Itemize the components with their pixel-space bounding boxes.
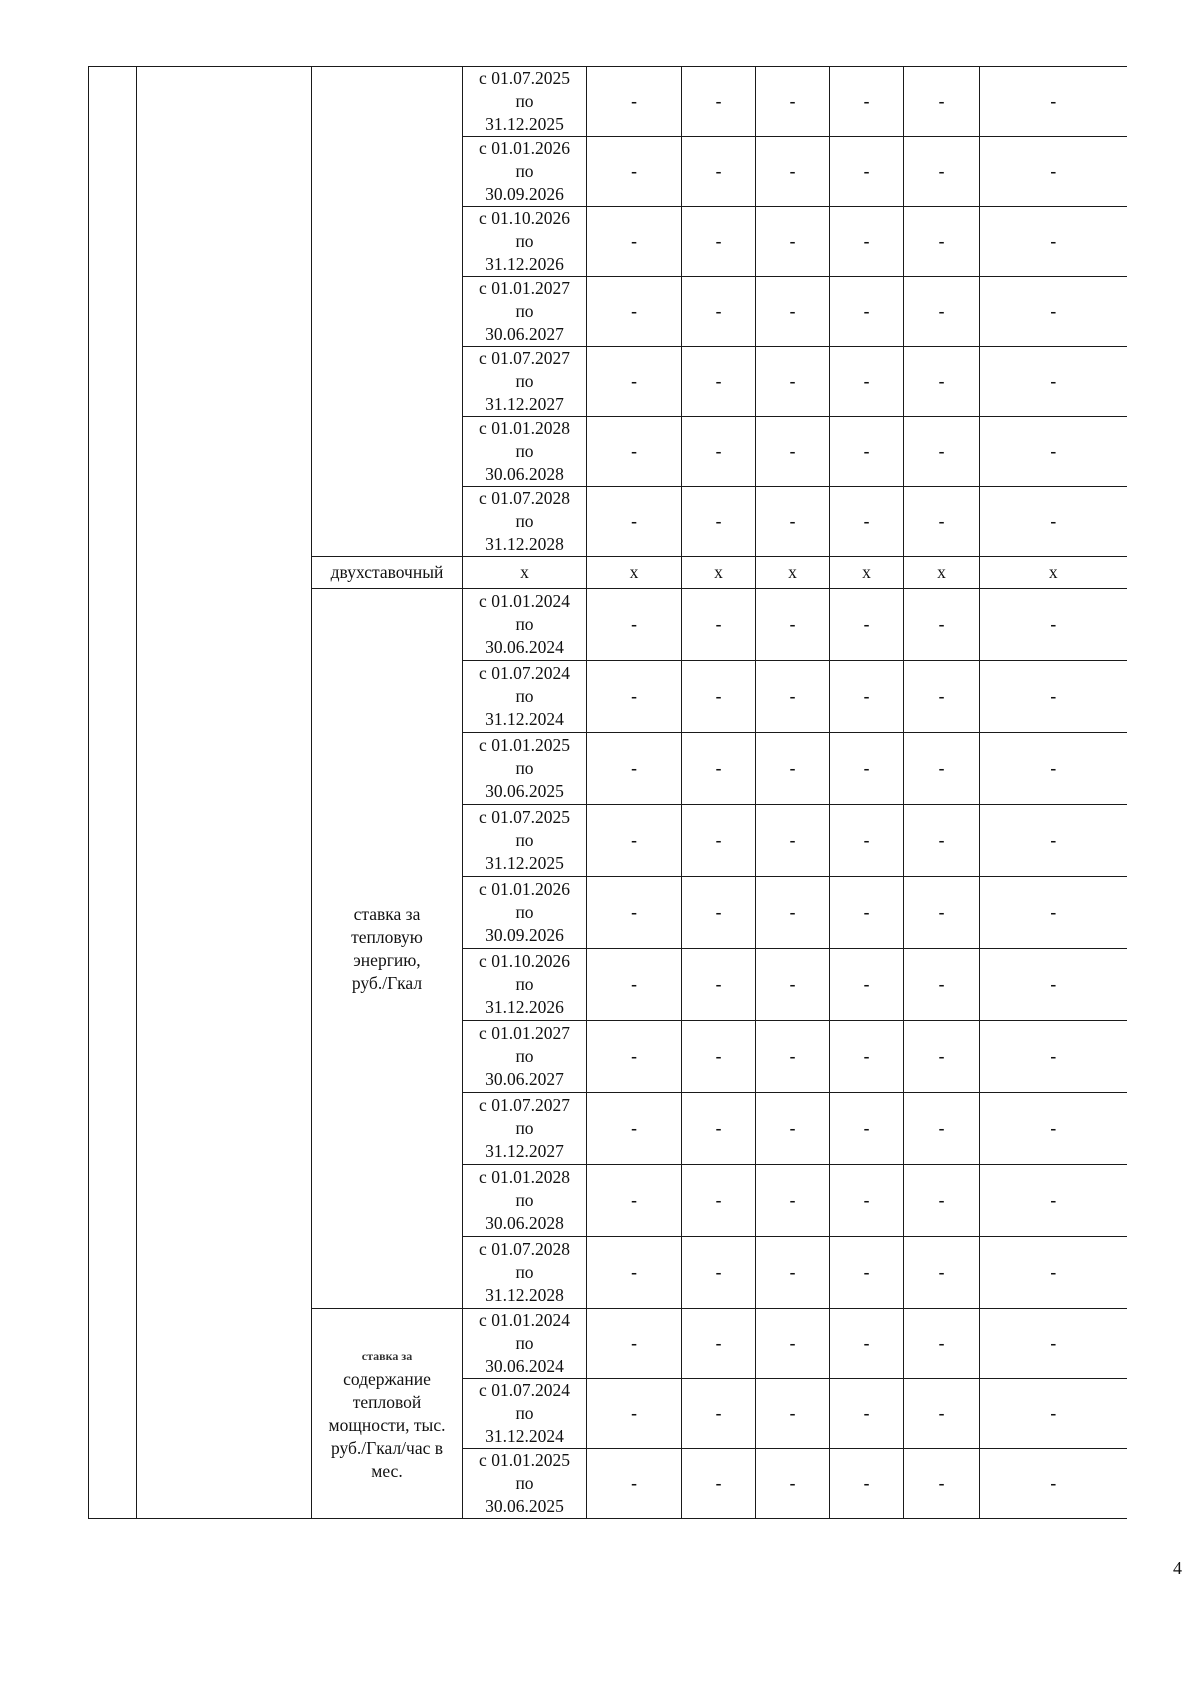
period-cell xyxy=(463,487,587,557)
value-cell: - xyxy=(587,1165,682,1237)
period-end: 30.06.2025 xyxy=(485,1496,564,1516)
period-start: с 01.01.2026 xyxy=(479,138,570,158)
value-cell: - xyxy=(587,1237,682,1309)
value-cell: - xyxy=(587,1093,682,1165)
period-end: 30.06.2025 xyxy=(485,781,564,801)
value-cell: - xyxy=(756,1021,830,1093)
period-separator: по xyxy=(515,1190,534,1210)
period-separator: по xyxy=(515,830,534,850)
value-cell: - xyxy=(682,661,756,733)
value-cell: - xyxy=(587,1309,682,1379)
period-cell xyxy=(463,1449,587,1519)
period-end: 31.12.2028 xyxy=(485,534,564,554)
tariff-type-mark: x xyxy=(904,557,980,589)
period-cell xyxy=(463,277,587,347)
value-cell: - xyxy=(587,661,682,733)
period-cell xyxy=(463,1309,587,1379)
value-cell: - xyxy=(830,589,904,661)
period-end: 30.09.2026 xyxy=(485,184,564,204)
period-separator: по xyxy=(515,758,534,778)
period-start: с 01.01.2028 xyxy=(479,1167,570,1187)
energy-rate-label: ставка за тепловую энергию, руб./Гкал xyxy=(312,589,463,1309)
period-end: 31.12.2026 xyxy=(485,997,564,1017)
period-start: с 01.07.2024 xyxy=(479,1380,570,1400)
value-cell: - xyxy=(980,1309,1127,1379)
value-cell: - xyxy=(980,1237,1127,1309)
period-cell xyxy=(463,347,587,417)
value-cell: - xyxy=(830,487,904,557)
value-cell: - xyxy=(980,487,1127,557)
value-cell: - xyxy=(830,417,904,487)
value-cell: - xyxy=(587,417,682,487)
tariff-type-mark: x xyxy=(587,557,682,589)
value-cell: - xyxy=(830,137,904,207)
value-cell: - xyxy=(756,877,830,949)
period-start: с 01.07.2028 xyxy=(479,488,570,508)
value-cell: - xyxy=(682,417,756,487)
value-cell: - xyxy=(756,137,830,207)
value-cell: - xyxy=(830,1379,904,1449)
period-end: 30.06.2024 xyxy=(485,637,564,657)
tariff-type-mark: x xyxy=(980,557,1127,589)
capacity-rate-label-line: мес. xyxy=(371,1460,403,1481)
value-cell: - xyxy=(587,137,682,207)
value-cell: - xyxy=(904,805,980,877)
value-cell: - xyxy=(904,661,980,733)
period-end: 31.12.2028 xyxy=(485,1285,564,1305)
value-cell: - xyxy=(980,877,1127,949)
capacity-rate-label-faint: ставка за xyxy=(361,1348,413,1363)
value-cell: - xyxy=(904,417,980,487)
value-cell: - xyxy=(756,1093,830,1165)
value-cell: - xyxy=(904,949,980,1021)
value-cell: - xyxy=(682,137,756,207)
period-end: 30.06.2024 xyxy=(485,1356,564,1376)
value-cell: - xyxy=(756,1237,830,1309)
value-cell: - xyxy=(830,207,904,277)
period-end: 30.09.2026 xyxy=(485,925,564,945)
value-cell: - xyxy=(756,733,830,805)
value-cell: - xyxy=(830,877,904,949)
value-cell: - xyxy=(980,1449,1127,1519)
value-cell: - xyxy=(830,1237,904,1309)
value-cell: - xyxy=(587,949,682,1021)
period-start: с 01.07.2025 xyxy=(479,68,570,88)
value-cell: - xyxy=(830,277,904,347)
value-cell: - xyxy=(980,417,1127,487)
tariff-type-mark: x xyxy=(463,557,587,589)
value-cell: - xyxy=(980,805,1127,877)
capacity-rate-label-line: тепловой xyxy=(352,1391,422,1412)
value-cell: - xyxy=(980,1165,1127,1237)
period-start: с 01.01.2027 xyxy=(479,278,570,298)
period-separator: по xyxy=(515,614,534,634)
value-cell: - xyxy=(904,1379,980,1449)
period-separator: по xyxy=(515,1262,534,1282)
value-cell: - xyxy=(587,347,682,417)
period-end: 31.12.2024 xyxy=(485,1426,564,1446)
value-cell: - xyxy=(682,1237,756,1309)
value-cell: - xyxy=(904,137,980,207)
period-end: 30.06.2027 xyxy=(485,1069,564,1089)
value-cell: - xyxy=(756,805,830,877)
value-cell: - xyxy=(980,67,1127,137)
value-cell: - xyxy=(682,1379,756,1449)
value-cell: - xyxy=(756,949,830,1021)
value-cell: - xyxy=(904,277,980,347)
value-cell: - xyxy=(587,487,682,557)
period-start: с 01.01.2024 xyxy=(479,591,570,611)
value-cell: - xyxy=(830,67,904,137)
value-cell: - xyxy=(830,1165,904,1237)
period-separator: по xyxy=(515,1118,534,1138)
value-cell: - xyxy=(587,277,682,347)
value-cell: - xyxy=(980,1021,1127,1093)
period-cell xyxy=(463,589,587,661)
period-end: 30.06.2028 xyxy=(485,1213,564,1233)
value-cell: - xyxy=(682,733,756,805)
period-cell xyxy=(463,733,587,805)
period-separator: по xyxy=(515,686,534,706)
value-cell: - xyxy=(587,1379,682,1449)
value-cell: - xyxy=(682,1093,756,1165)
value-cell: - xyxy=(904,487,980,557)
table-row xyxy=(89,67,1127,137)
value-cell: - xyxy=(682,1309,756,1379)
period-cell xyxy=(463,949,587,1021)
value-cell: - xyxy=(682,949,756,1021)
period-start: с 01.01.2026 xyxy=(479,879,570,899)
period-end: 31.12.2027 xyxy=(485,394,564,414)
value-cell: - xyxy=(980,1093,1127,1165)
value-cell: - xyxy=(904,67,980,137)
value-cell: - xyxy=(904,1449,980,1519)
value-cell: - xyxy=(980,1379,1127,1449)
period-start: с 01.07.2027 xyxy=(479,348,570,368)
value-cell: - xyxy=(682,277,756,347)
capacity-rate-label xyxy=(312,1309,463,1519)
value-cell: - xyxy=(904,733,980,805)
value-cell: - xyxy=(980,207,1127,277)
indicator-cell xyxy=(312,67,463,557)
value-cell: - xyxy=(904,589,980,661)
value-cell: - xyxy=(830,1449,904,1519)
organization-cell xyxy=(137,67,312,1519)
period-separator: по xyxy=(515,1403,534,1423)
period-end: 30.06.2028 xyxy=(485,464,564,484)
period-separator: по xyxy=(515,161,534,181)
value-cell: - xyxy=(904,207,980,277)
period-separator: по xyxy=(515,902,534,922)
period-start: с 01.01.2025 xyxy=(479,1450,570,1470)
value-cell: - xyxy=(756,347,830,417)
period-separator: по xyxy=(515,1473,534,1493)
row-number-cell xyxy=(89,67,137,1519)
period-cell xyxy=(463,1237,587,1309)
value-cell: - xyxy=(682,347,756,417)
value-cell: - xyxy=(830,733,904,805)
period-end: 31.12.2025 xyxy=(485,114,564,134)
period-separator: по xyxy=(515,1046,534,1066)
value-cell: - xyxy=(830,661,904,733)
period-cell xyxy=(463,805,587,877)
period-start: с 01.07.2024 xyxy=(479,663,570,683)
value-cell: - xyxy=(682,487,756,557)
value-cell: - xyxy=(980,347,1127,417)
value-cell: - xyxy=(980,137,1127,207)
value-cell: - xyxy=(587,877,682,949)
value-cell: - xyxy=(682,877,756,949)
period-separator: по xyxy=(515,511,534,531)
value-cell: - xyxy=(830,1309,904,1379)
value-cell: - xyxy=(904,1021,980,1093)
value-cell: - xyxy=(904,347,980,417)
page-number: 4 xyxy=(1173,1558,1182,1578)
value-cell: - xyxy=(980,949,1127,1021)
period-separator: по xyxy=(515,231,534,251)
tariff-type-label: двухставочный xyxy=(312,557,463,589)
period-end: 31.12.2027 xyxy=(485,1141,564,1161)
period-cell xyxy=(463,1379,587,1449)
value-cell: - xyxy=(587,1021,682,1093)
value-cell: - xyxy=(682,805,756,877)
tariff-type-mark: x xyxy=(682,557,756,589)
capacity-rate-label-line: содержание xyxy=(343,1368,431,1389)
tariff-table xyxy=(88,66,1127,1519)
period-cell xyxy=(463,207,587,277)
period-end: 31.12.2025 xyxy=(485,853,564,873)
period-separator: по xyxy=(515,974,534,994)
value-cell: - xyxy=(587,207,682,277)
value-cell: - xyxy=(682,67,756,137)
value-cell: - xyxy=(682,207,756,277)
value-cell: - xyxy=(756,1165,830,1237)
value-cell: - xyxy=(756,487,830,557)
period-separator: по xyxy=(515,371,534,391)
value-cell: - xyxy=(587,67,682,137)
value-cell: - xyxy=(980,661,1127,733)
period-start: с 01.01.2025 xyxy=(479,735,570,755)
period-start: с 01.07.2028 xyxy=(479,1239,570,1259)
period-start: с 01.01.2024 xyxy=(479,1310,570,1330)
period-separator: по xyxy=(515,301,534,321)
period-cell xyxy=(463,661,587,733)
period-separator: по xyxy=(515,441,534,461)
period-cell xyxy=(463,417,587,487)
tariff-type-mark: x xyxy=(756,557,830,589)
capacity-rate-label-line: руб./Гкал/час в xyxy=(330,1437,444,1458)
period-start: с 01.10.2026 xyxy=(479,951,570,971)
value-cell: - xyxy=(830,1021,904,1093)
value-cell: - xyxy=(587,589,682,661)
value-cell: - xyxy=(756,417,830,487)
value-cell: - xyxy=(756,1449,830,1519)
value-cell: - xyxy=(830,347,904,417)
value-cell: - xyxy=(756,67,830,137)
period-end: 31.12.2026 xyxy=(485,254,564,274)
value-cell: - xyxy=(756,1379,830,1449)
value-cell: - xyxy=(756,589,830,661)
period-cell xyxy=(463,1093,587,1165)
value-cell: - xyxy=(904,1309,980,1379)
value-cell: - xyxy=(756,207,830,277)
value-cell: - xyxy=(682,589,756,661)
value-cell: - xyxy=(682,1165,756,1237)
value-cell: - xyxy=(756,277,830,347)
value-cell: - xyxy=(904,877,980,949)
period-cell xyxy=(463,137,587,207)
tariff-type-mark: x xyxy=(830,557,904,589)
value-cell: - xyxy=(587,805,682,877)
period-cell xyxy=(463,67,587,137)
value-cell: - xyxy=(830,949,904,1021)
capacity-rate-label-line: мощности, тыс. xyxy=(328,1414,446,1435)
value-cell: - xyxy=(682,1021,756,1093)
period-cell xyxy=(463,1021,587,1093)
period-cell xyxy=(463,877,587,949)
period-separator: по xyxy=(515,1333,534,1353)
period-start: с 01.07.2025 xyxy=(479,807,570,827)
period-end: 31.12.2024 xyxy=(485,709,564,729)
period-start: с 01.01.2027 xyxy=(479,1023,570,1043)
value-cell: - xyxy=(830,1093,904,1165)
value-cell: - xyxy=(980,589,1127,661)
value-cell: - xyxy=(587,733,682,805)
value-cell: - xyxy=(587,1449,682,1519)
value-cell: - xyxy=(756,1309,830,1379)
value-cell: - xyxy=(904,1165,980,1237)
value-cell: - xyxy=(904,1237,980,1309)
value-cell: - xyxy=(756,661,830,733)
period-cell xyxy=(463,1165,587,1237)
value-cell: - xyxy=(830,805,904,877)
period-start: с 01.07.2027 xyxy=(479,1095,570,1115)
period-separator: по xyxy=(515,91,534,111)
value-cell: - xyxy=(980,277,1127,347)
period-end: 30.06.2027 xyxy=(485,324,564,344)
tariff-table-body xyxy=(89,67,1127,1519)
value-cell: - xyxy=(682,1449,756,1519)
value-cell: - xyxy=(980,733,1127,805)
period-start: с 01.10.2026 xyxy=(479,208,570,228)
period-start: с 01.01.2028 xyxy=(479,418,570,438)
value-cell: - xyxy=(904,1093,980,1165)
